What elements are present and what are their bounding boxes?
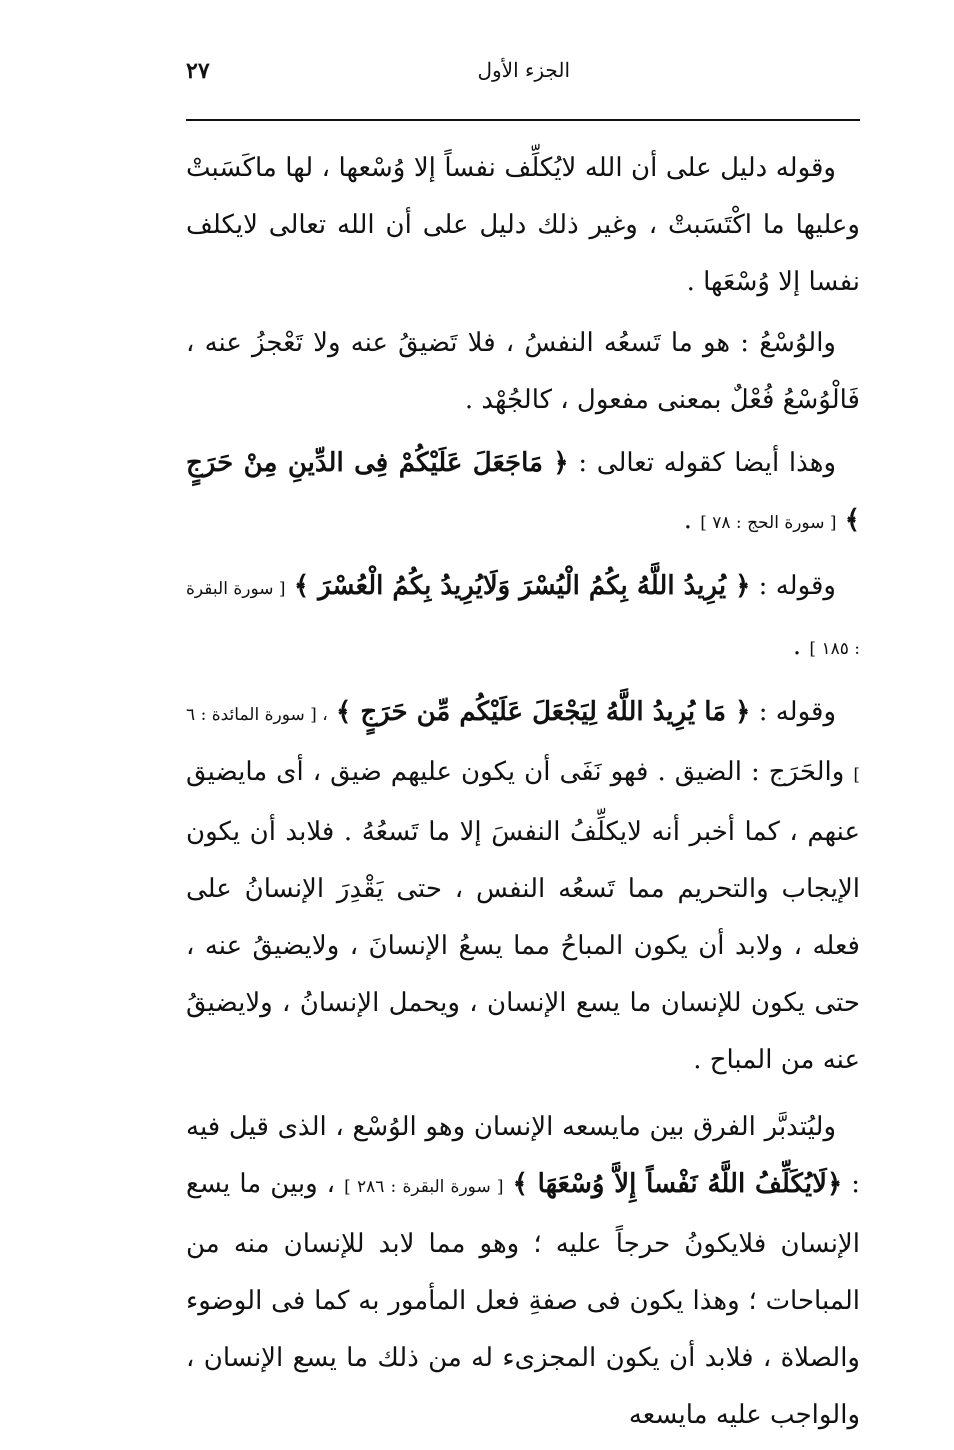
paragraph-lead: وليُتدبَّر الفرق بين مايسعه الإنسان وهو الوُسْع ، الذى قيل فيه : [186,1112,861,1199]
paragraph-4 [186,558,860,678]
paragraph-lead: وقوله : [758,571,836,601]
paragraph-text: وقوله دليل على أن الله لايُكلِّف نفساً إلا وُسْعها ، لها ماكَسَبتْ وعليها ما اكْتَسَبتْ ، وغير ذلك دليل على أن الله تعالى لايكلف نفسا إلا وُسْعَها . [186,153,860,297]
paragraph-tail: ، وبين ما يسع الإنسان فلايكونُ حرجاً عليه ؛ وهو مما لابد للإنسان منه من المباحات ؛ وهذا يكون فى صفةِ فعل المأمور به كما فى الوضوء والصلاة ، فلابد أن يكون المجزىء له من ذلك ما يسع الإنسان ، والواجب عليه مايسعه [186,1169,860,1430]
paragraph-tail: . [683,505,692,535]
surah-reference: [ سورة البقرة : ١٨٥ ] [186,579,860,659]
surah-reference: ، [ سورة المائدة : ٦ ] [186,705,860,785]
quran-quote: ﴿ مَا يُرِيدُ اللَّهُ لِيَجْعَلَ عَلَيْكُم مِّن حَرَجٍ ﴾ [336,697,751,727]
paragraph-lead: وهذا أيضا كقوله تعالى : [578,448,836,478]
quran-quote: ﴿لَايُكَلِّفُ اللَّهُ نَفْساً إِلاَّ وُسْعَهَا ﴾ [512,1169,843,1199]
running-title: الجزء الأول [477,58,570,82]
paragraph-1 [186,140,860,311]
paragraph-6 [186,1099,860,1444]
paragraph-text: والوُسْعُ : هو ما تَسعُه النفسُ ، فلا تَضيقُ عنه ولا تَعْجزُ عنه ، فَالْوُسْعُ فُعْلٌ بمعنى مفعول ، كالجُهْد . [186,328,860,415]
surah-reference: [ سورة الحج : ٧٨ ] [700,513,837,533]
header-rule [186,119,860,121]
paragraph-5 [186,684,860,1089]
paragraph-tail: . [792,631,802,661]
paragraph-lead: وقوله : [758,697,837,727]
paragraph-2 [186,315,860,429]
page-body [186,140,860,1450]
quran-quote: ﴿ يُرِيدُ اللَّهُ بِكُمُ الْيُسْرَ وَلَايُرِيدُ بِكُمُ الْعُسْرَ ﴾ [293,571,751,601]
paragraph-tail: والحَرَج : الضيق . فهو نَفَى أن يكون عليهم ضيق ، أى مايضيق عنهم ، كما أخبر أنه لايكلِّفُ النفسَ إلا ما تَسعُهُ . فلابد أن يكون الإيجاب والتحريم مما تَسعُه النفس ، حتى يَقْدِرَ الإنسانُ على فعله ، ولابد أن يكون المباحُ مما يسعُ الإنسانَ ، ولايضيقُ عنه ، حتى يكون للإنسان ما يسع الإنسان ، ويحمل الإنسانُ ، ولايضيقُ عنه من المباح . [186,757,860,1075]
surah-reference: [ سورة البقرة : ٢٨٦ ] [344,1177,504,1197]
quran-quote: ﴿ مَاجَعَلَ عَلَيْكُمْ فِى الدِّينِ مِنْ حَرَجٍ ﴾ [186,448,860,535]
page-number: ٢٧ [186,58,210,84]
page-header [186,52,860,92]
paragraph-3 [186,435,860,552]
